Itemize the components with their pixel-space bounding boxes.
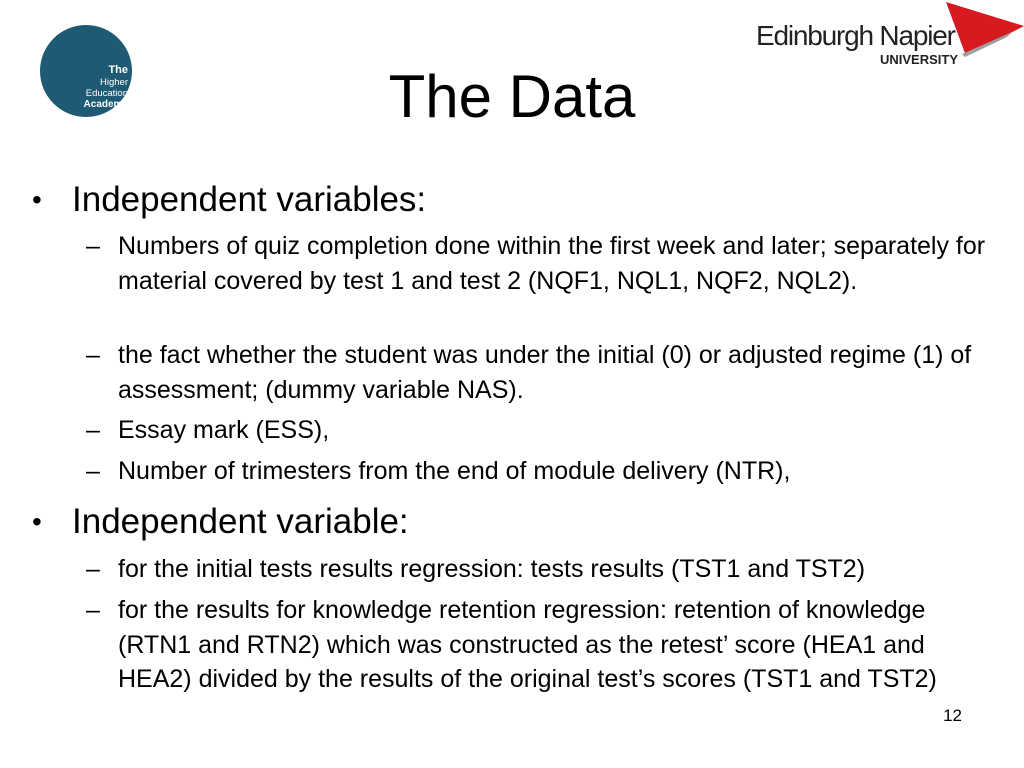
bullet-heading-independent-variable (32, 502, 409, 542)
sub-bullet-text: Essay mark (ESS), (118, 416, 330, 444)
sub-bullet-trimesters (86, 454, 988, 489)
sub-bullet-dash: – (86, 457, 100, 485)
sub-bullet-text: for the results for knowledge retention regression: retention of knowledge (RTN1 and RTN2) which was constructed as the retest’ score (HEA1 and HEA2) divided by the results of the original test’s scores (TST1 and TST2) (118, 596, 937, 693)
bullet-heading-text: Independent variables: (72, 180, 427, 219)
sub-bullet-text: the fact whether the student was under the initial (0) or adjusted regime (1) of assessment; (dummy variable NAS). (118, 341, 972, 404)
hea-logo-line-3: Education (85, 88, 128, 99)
sub-bullet-dash: – (86, 341, 100, 369)
sub-bullet-dash: – (86, 596, 100, 624)
sub-bullet-knowledge-retention (86, 593, 988, 697)
bullet-dot: • (32, 506, 42, 537)
sub-bullet-text: for the initial tests results regression: tests results (TST1 and TST2) (118, 555, 866, 583)
hea-logo-line-4: Academy (83, 99, 128, 110)
hea-logo-line-1: The (108, 64, 128, 76)
sub-bullet-quiz-completion (86, 229, 988, 298)
page-number: 12 (943, 706, 962, 725)
hea-logo-line-2: Higher (100, 77, 128, 88)
napier-logo-university: UNIVERSITY (880, 52, 959, 67)
napier-logo-name: Edinburgh Napier (756, 20, 955, 51)
sub-bullet-assessment-regime (86, 338, 988, 407)
sub-bullet-dash: – (86, 555, 100, 583)
bullet-heading-text: Independent variable: (72, 502, 409, 541)
sub-bullet-text: Numbers of quiz completion done within the first week and later; separately for material covered by test 1 and test 2 (NQF1, NQL1, NQF2, NQL2). (118, 232, 986, 295)
bullet-heading-independent-variables (32, 180, 427, 220)
sub-bullet-initial-tests (86, 552, 988, 587)
sub-bullet-essay-mark (86, 413, 988, 448)
slide-title: The Data (388, 63, 636, 130)
bullet-dot: • (32, 184, 42, 215)
sub-bullet-text: Number of trimesters from the end of module delivery (NTR), (118, 457, 791, 485)
sub-bullet-dash: – (86, 416, 100, 444)
sub-bullet-dash: – (86, 232, 100, 260)
